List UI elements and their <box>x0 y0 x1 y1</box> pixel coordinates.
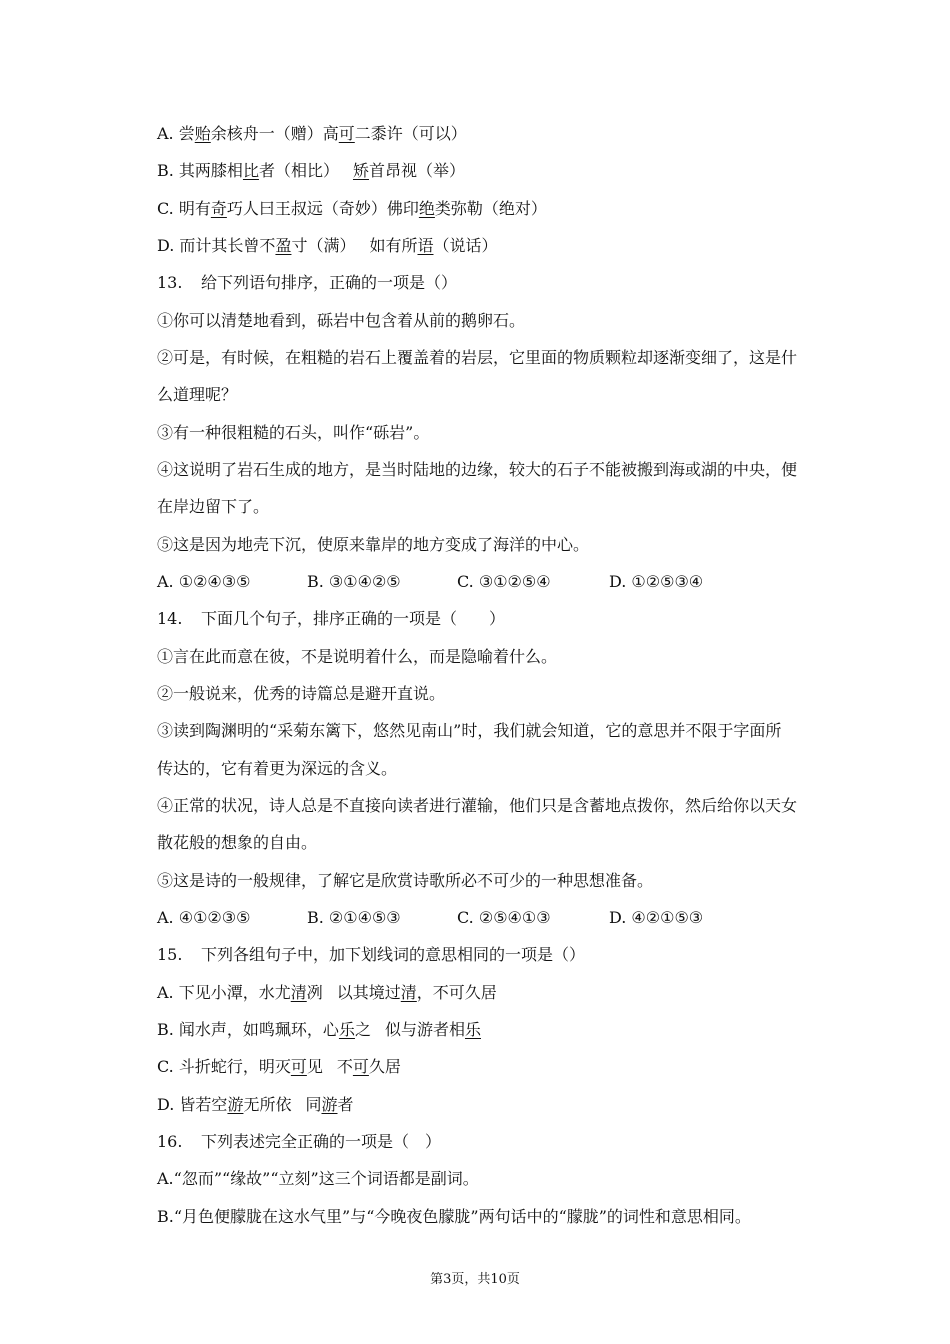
text: ，不可久居 <box>416 983 497 1002</box>
underlined-word: 乐 <box>338 1020 355 1039</box>
sentence: ③读到陶渊明的“采菊东篱下，悠然见南山”时，我们就会知道，它的意思并不限于字面所 <box>157 721 782 740</box>
underlined-word: 游 <box>227 1095 244 1114</box>
underlined-word: 可 <box>290 1057 307 1076</box>
answer-option: B. ③①④②⑤ <box>307 572 401 591</box>
question-15 <box>157 945 585 965</box>
q15-option-b <box>157 1020 481 1040</box>
answer-option: C. ③①②⑤④ <box>457 572 551 591</box>
question-text: 下面几个句子，排序正确的一项是（ ） <box>201 609 506 628</box>
underlined-word: 绝 <box>418 199 435 218</box>
q15-option-a <box>157 983 497 1003</box>
text: 似与游者相 <box>384 1020 465 1039</box>
underlined-word: 可 <box>352 1057 369 1076</box>
q12-option-c <box>157 199 547 219</box>
q12-option-b <box>157 161 465 181</box>
sentence: ①言在此而意在彼，不是说明着什么，而是隐喻着什么。 <box>157 647 558 666</box>
text: C. 明有 <box>157 199 211 218</box>
text: 余核舟一（赠）高 <box>210 124 339 143</box>
question-number: 15. <box>157 945 183 964</box>
text: 见 <box>306 1057 323 1076</box>
answer-option: A. ④①②③⑤ <box>157 908 251 927</box>
underlined-word: 语 <box>417 236 434 255</box>
text: 巧人曰王叔远（奇妙）佛印 <box>226 199 419 218</box>
text: （说话） <box>433 236 498 255</box>
underlined-word: 比 <box>242 161 259 180</box>
underlined-word: 奇 <box>210 199 227 218</box>
text: B. 其两膝相 <box>157 161 243 180</box>
sentence: ⑤这是诗的一般规律，了解它是欣赏诗歌所必不可少的一种思想准备。 <box>157 871 654 890</box>
sentence-continued: 散花般的想象的自由。 <box>157 833 318 852</box>
text: 者 <box>337 1095 354 1114</box>
text: C. 斗折蛇行，明灭 <box>157 1057 291 1076</box>
underlined-word: 可 <box>338 124 355 143</box>
text: 久居 <box>368 1057 401 1076</box>
question-number: 13. <box>157 273 183 292</box>
q12-option-d <box>157 236 498 256</box>
sentence: ①你可以清楚地看到，砾岩中包含着从前的鹅卵石。 <box>157 311 526 330</box>
answer-option: B.“月色便朦胧在这水气里”与“今晚夜色朦胧”两句话中的“朦胧”的词性和意思相同。 <box>157 1207 751 1226</box>
answer-option: A. ①②④③⑤ <box>157 572 251 591</box>
sentence: ③有一种很粗糙的石头，叫作“砾岩”。 <box>157 423 430 442</box>
text: D. 而计其长曾不 <box>157 236 276 255</box>
text: 同 <box>305 1095 322 1114</box>
text: 类弥勒（绝对） <box>434 199 547 218</box>
q12-option-a <box>157 124 467 144</box>
sentence-continued: 传达的，它有着更为深远的含义。 <box>157 759 398 778</box>
text: 寸（满） <box>291 236 356 255</box>
q15-option-d <box>157 1095 354 1115</box>
text: 如有所 <box>369 236 418 255</box>
underlined-word: 矫 <box>352 161 369 180</box>
underlined-word: 乐 <box>464 1020 481 1039</box>
text: 二黍许（可以） <box>354 124 467 143</box>
sentence: ②一般说来，优秀的诗篇总是避开直说。 <box>157 684 446 703</box>
q14-options <box>157 908 703 928</box>
answer-option: C. ②⑤④①③ <box>457 908 551 927</box>
answer-option: A.“忽而”“缘故”“立刻”这三个词语都是副词。 <box>157 1169 479 1188</box>
text: 之 <box>354 1020 371 1039</box>
text: 无所依 <box>243 1095 292 1114</box>
q15-option-c <box>157 1057 401 1077</box>
text: D. 皆若空 <box>157 1095 228 1114</box>
text: A. 下见小潭，水尤 <box>157 983 291 1002</box>
text: 不 <box>336 1057 353 1076</box>
question-text: 给下列语句排序，正确的一项是（） <box>201 273 458 292</box>
answer-option: B. ②①④⑤③ <box>307 908 401 927</box>
text: B. 闻水声，如鸣珮环，心 <box>157 1020 339 1039</box>
underlined-word: 清 <box>400 983 417 1002</box>
underlined-word: 贻 <box>194 124 211 143</box>
sentence: ④这说明了岩石生成的地方，是当时陆地的边缘，较大的石子不能被搬到海或湖的中央，便 <box>157 460 798 479</box>
question-13 <box>157 273 457 293</box>
text: 首昂视（举） <box>368 161 465 180</box>
text: 以其境过 <box>336 983 401 1002</box>
sentence: ⑤这是因为地壳下沉，使原来靠岸的地方变成了海洋的中心。 <box>157 535 590 554</box>
underlined-word: 清 <box>290 983 307 1002</box>
sentence-continued: 在岸边留下了。 <box>157 497 270 516</box>
text: A. 尝 <box>157 124 195 143</box>
sentence-continued: 么道理呢？ <box>157 385 238 404</box>
question-number: 14. <box>157 609 183 628</box>
question-text: 下列表述完全正确的一项是（ ） <box>201 1132 442 1151</box>
question-text: 下列各组句子中，加下划线词的意思相同的一项是（） <box>201 945 586 964</box>
sentence: ②可是，有时候，在粗糙的岩石上覆盖着的岩层，它里面的物质颗粒却逐渐变细了，这是什 <box>157 348 798 367</box>
question-16 <box>157 1132 441 1152</box>
sentence: ④正常的状况，诗人总是不直接向读者进行灌输，他们只是含蓄地点拨你，然后给你以天女 <box>157 796 798 815</box>
underlined-word: 盈 <box>275 236 292 255</box>
question-number: 16. <box>157 1132 183 1151</box>
q13-options <box>157 572 703 592</box>
text: 者（相比） <box>258 161 339 180</box>
answer-option: D. ④②①⑤③ <box>609 908 704 927</box>
question-14 <box>157 609 505 629</box>
page-footer: 第3页，共10页 <box>430 1272 520 1287</box>
underlined-word: 游 <box>321 1095 338 1114</box>
answer-option: D. ①②⑤③④ <box>609 572 704 591</box>
text: 冽 <box>306 983 323 1002</box>
